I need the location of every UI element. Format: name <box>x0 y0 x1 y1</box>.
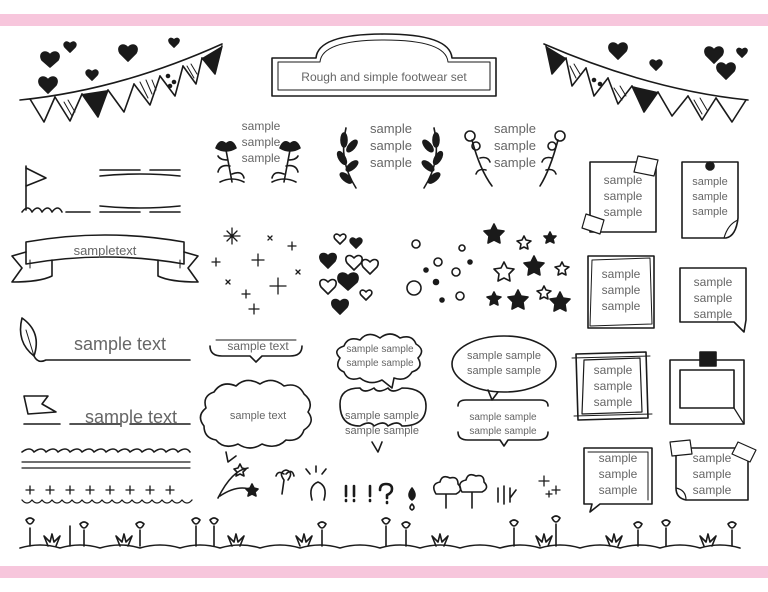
sample-stack: sample sample sample <box>241 119 281 165</box>
cloud-text: sample sample sample sample <box>346 344 414 369</box>
bubble-text: sample sample sample sample <box>469 412 537 437</box>
heart-icon <box>320 234 378 314</box>
swirl-icon <box>407 240 472 302</box>
memo-text: sample sample sample <box>601 267 641 313</box>
ribbon-awareness-icon <box>306 466 326 500</box>
exclamation-icon <box>346 486 370 501</box>
sparkle-icon <box>539 476 560 497</box>
sweat-drop-icon <box>409 488 415 510</box>
heart-icon <box>609 43 747 79</box>
scallop-border <box>22 449 190 452</box>
ribbon-text: sampletext <box>73 243 137 258</box>
oval-text: sample sample sample sample <box>467 350 541 377</box>
double-line <box>22 462 190 468</box>
frame-text: sample sample sample <box>593 363 633 409</box>
dash-line <box>100 170 180 176</box>
title-frame <box>272 34 496 96</box>
flag-text: sample text <box>84 407 178 427</box>
memo-text: sample sample sample <box>693 275 733 321</box>
sample-stack: sample sample sample <box>494 121 536 170</box>
rain-lines-icon <box>498 486 516 504</box>
sprout-icon <box>276 470 294 494</box>
question-icon <box>380 484 392 503</box>
flag-icon <box>22 166 90 212</box>
bubble-text: sample text <box>227 339 289 353</box>
memo-text: sample sample sample <box>692 176 728 218</box>
tree-icon <box>434 475 487 508</box>
sparkle-icon <box>212 228 300 314</box>
cross-border <box>22 486 192 503</box>
bubble-tail <box>372 442 382 452</box>
memo-text: sample sample sample <box>692 451 732 497</box>
grass-border-icon <box>20 516 740 548</box>
star-icon <box>484 224 570 311</box>
title-text: Rough and simple footwear set <box>301 70 467 84</box>
memo-text: sample sample sample <box>603 173 643 219</box>
star-icon <box>218 464 258 498</box>
memo-text: sample sample sample <box>598 451 638 497</box>
photo-frame-icon <box>670 352 744 424</box>
feather-text: sample text <box>73 334 167 354</box>
sample-stack: sample sample sample <box>370 121 412 170</box>
cloud-frame-text: sample text <box>229 410 287 422</box>
dash-line <box>100 206 180 212</box>
bubble-text: sample sample sample sample <box>345 410 419 437</box>
